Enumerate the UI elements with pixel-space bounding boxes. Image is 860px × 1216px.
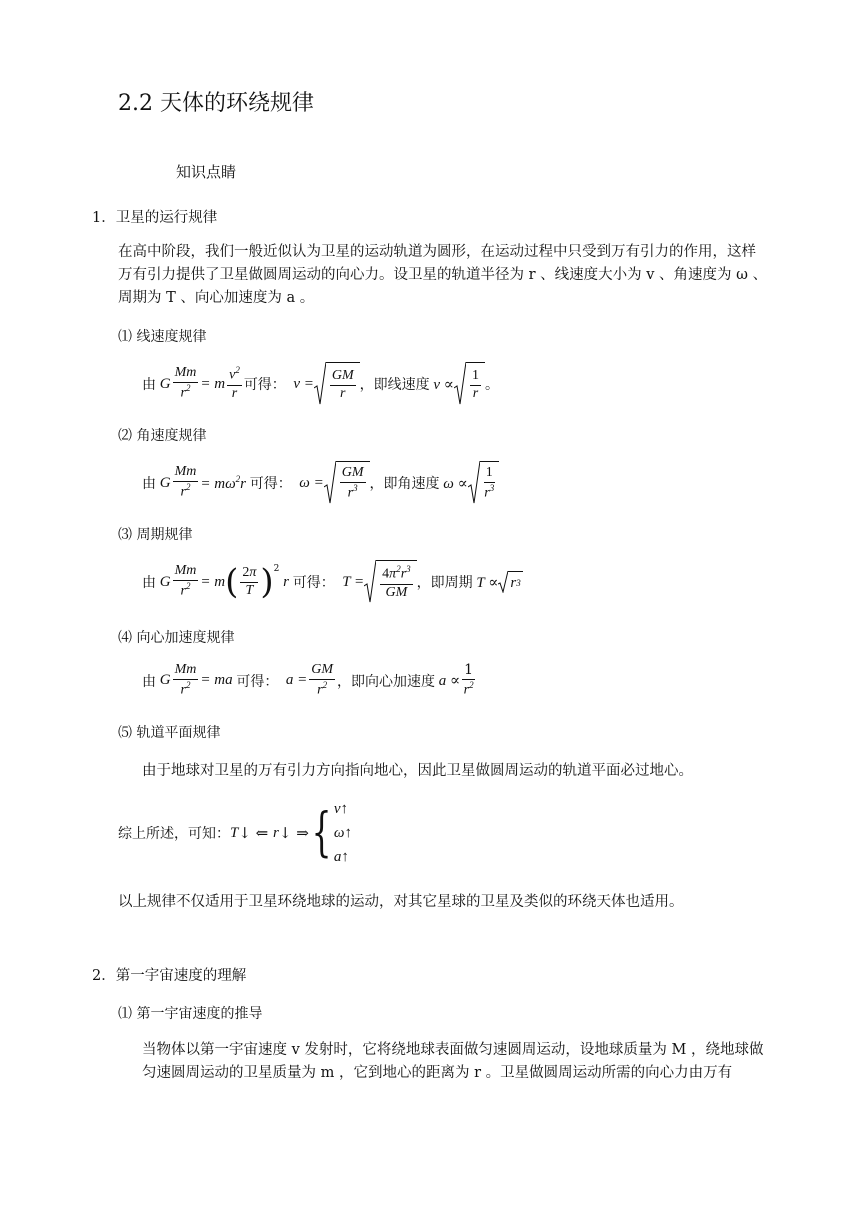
- equation-linear-velocity: 由 G $\frac{Mm}{r^2}$ = m $\frac{v^2}{r}$ 可得： v = $\frac{GM}{r}$ ，即线速度 v ∝ $\frac{1}{r}$ 。: [142, 362, 499, 406]
- section-1-heading: 1．卫星的运行规律: [92, 210, 218, 226]
- eq-prefix: 由: [142, 476, 156, 492]
- eq-mid: 可得：: [243, 377, 286, 393]
- first-cosmic-velocity-text: 当物体以第一宇宙速度 v 发射时，它将绕地球表面做匀速圆周运动，设地球质量为 M ，绕地球做匀速圆周运动的卫星质量为 m ，它到地心的距离为 r 。卫星做圆周运动所需的向心力由万有: [142, 1042, 764, 1081]
- item-centripetal-acceleration-label: ⑷ 向心加速度规律: [118, 630, 235, 646]
- eq-end: 。: [484, 377, 499, 393]
- eq-prefix: 由: [142, 377, 156, 393]
- equation-angular-velocity: 由 G $\frac{Mm}{r^2}$ = $m\omega^2r$ 可得： ω = $\frac{GM}{r^3}$ ，即角速度 ω ∝ $\frac{1}{r^3}$: [142, 461, 499, 505]
- orbit-plane-text: 由于地球对卫星的万有引力方向指向地心，因此卫星做圆周运动的轨道平面必过地心。: [142, 763, 693, 779]
- section-2-heading: 2．第一宇宙速度的理解: [92, 968, 247, 984]
- summary-relation: 综上所述，可知： T ↓ ⇐ r ↓ ⇒ { v↑ ω↑ a↑: [118, 801, 352, 865]
- eq-tail: ，即线速度: [359, 377, 430, 393]
- page-title: 2.2 天体的环绕规律: [118, 91, 314, 116]
- eq-prefix: 由: [142, 673, 156, 690]
- eq-prefix: 由: [142, 575, 156, 591]
- section-subtitle: 知识点睛: [176, 163, 237, 181]
- item-period-label: ⑶ 周期规律: [118, 527, 193, 543]
- eq-tail: ，即周期: [416, 575, 473, 591]
- eq-tail: ，即角速度: [369, 476, 440, 492]
- eq-mid: 可得：: [236, 673, 279, 690]
- equation-period: 由 G $\frac{Mm}{r^2}$ = m ( $\frac{2\pi}{T}$ ) $^2$ r 可得： T = $\frac{4\pi^2r^3}{GM}$ ，即周期 T ∝ r 3: [142, 562, 521, 602]
- eq-mid: 可得：: [292, 575, 335, 591]
- equation-centripetal-acceleration: 由 G $\frac{Mm}{r^2}$ = ma 可得： a = $\frac{GM}{r^2}$ ，即向心加速度 a ∝ $\frac{1}{r^2}$: [142, 662, 474, 698]
- summary-prefix: 综上所述，可知：: [118, 826, 230, 842]
- item-angular-velocity-label: ⑵ 角速度规律: [118, 428, 207, 444]
- eq-mid: 可得：: [249, 476, 292, 492]
- item-linear-velocity-label: ⑴ 线速度规律: [118, 329, 207, 345]
- eq-tail: ，即向心加速度: [337, 673, 435, 690]
- conclusion-text: 以上规律不仅适用于卫星环绕地球的运动，对其它星球的卫星及类似的环绕天体也适用。: [118, 894, 684, 910]
- section-1-intro: 在高中阶段，我们一般近似认为卫星的运动轨道为圆形，在运动过程中只受到万有引力的作用，这样万有引力提供了卫星做圆周运动的向心力。设卫星的轨道半径为 r 、线速度大小为 v 、角速度为 ω 、周期为 T 、向心加速度为 a 。: [118, 244, 768, 306]
- item-orbit-plane-label: ⑸ 轨道平面规律: [118, 725, 221, 741]
- item-first-cosmic-velocity-label: ⑴ 第一宇宙速度的推导: [118, 1006, 263, 1022]
